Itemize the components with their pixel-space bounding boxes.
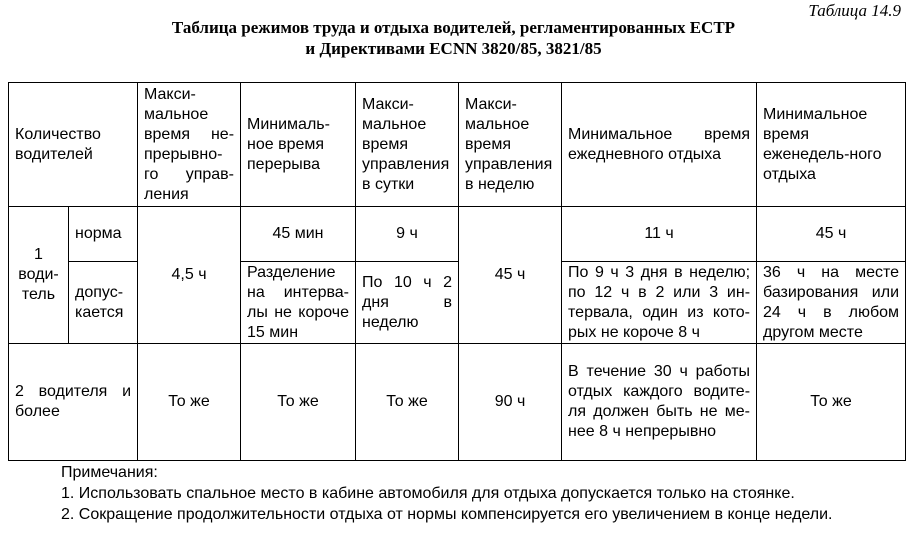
row-2 bbox=[9, 344, 906, 461]
row-2-max-per-day: То же bbox=[356, 344, 459, 461]
row-1-max-continuous: 4,5 ч bbox=[138, 207, 241, 344]
header-min-weekly-rest: Минимальное время еженедель-ного отдыха bbox=[757, 83, 906, 207]
notes-heading: Примечания: bbox=[61, 464, 158, 481]
table-title-line-2: и Директивами ECNN 3820/85, 3821/85 bbox=[305, 39, 602, 58]
row-2-max-continuous: То же bbox=[138, 344, 241, 461]
row-1-norm bbox=[9, 207, 906, 262]
note-item-1: 1. Использовать спальное место в кабине автомобиля для отдыха допускается только на стоянке. bbox=[61, 485, 795, 502]
row-1-allowed-daily-rest: По 9 ч 3 дня в неделю; по 12 ч в 2 или 3 ин-тервала, один из кото-рых не короче 8 ч bbox=[562, 262, 757, 344]
row-2-max-per-week: 90 ч bbox=[459, 344, 562, 461]
header-max-per-week: Макси-мальное время управления в неделю bbox=[459, 83, 562, 207]
header-min-daily-rest: Минимальное время ежедневного отдыха bbox=[562, 83, 757, 207]
header-max-per-day: Макси-мальное время управления в сутки bbox=[356, 83, 459, 207]
header-min-break: Минималь-ное время перерыва bbox=[241, 83, 356, 207]
row-2-min-weekly-rest: То же bbox=[757, 344, 906, 461]
row-1-allowed-weekly-rest: 36 ч на месте базирования или 24 ч в любом другом месте bbox=[757, 262, 906, 344]
row-1-norm-label: норма bbox=[69, 207, 138, 262]
row-1-norm-weekly-rest: 45 ч bbox=[757, 207, 906, 262]
row-1-max-per-week: 45 ч bbox=[459, 207, 562, 344]
row-2-label: 2 водителя и более bbox=[9, 344, 138, 461]
row-1-norm-break: 45 мин bbox=[241, 207, 356, 262]
note-item-2: 2. Сокращение продолжительности отдыха от нормы компенсируется его увеличением в конце недели. bbox=[61, 506, 833, 523]
row-1-allowed-per-day: По 10 ч 2 дня в неделю bbox=[356, 262, 459, 344]
table-notes bbox=[61, 462, 833, 525]
row-1-label: 1 води-тель bbox=[9, 207, 69, 344]
row-2-min-daily-rest: В течение 30 ч работы отдых каждого водите-ля должен быть не ме-нее 8 ч непрерывно bbox=[562, 344, 757, 461]
row-2-min-break: То же bbox=[241, 344, 356, 461]
row-1-allowed-label: допус-кается bbox=[69, 262, 138, 344]
table-number-label: Таблица 14.9 bbox=[808, 1, 901, 20]
row-1-allowed-break: Разделение на интерва-лы не короче 15 мин bbox=[241, 262, 356, 344]
header-max-continuous: Макси-мальное время не-прерывно-го управ-ления bbox=[138, 83, 241, 207]
row-1-norm-per-day: 9 ч bbox=[356, 207, 459, 262]
table-title-line-1: Таблица режимов труда и отдыха водителей, регламентированных ЕСТР bbox=[171, 18, 736, 37]
header-row bbox=[9, 83, 906, 207]
row-1-norm-daily-rest: 11 ч bbox=[562, 207, 757, 262]
work-rest-table bbox=[8, 82, 906, 461]
table-title bbox=[0, 17, 907, 59]
header-drivers: Количество водителей bbox=[9, 83, 138, 207]
